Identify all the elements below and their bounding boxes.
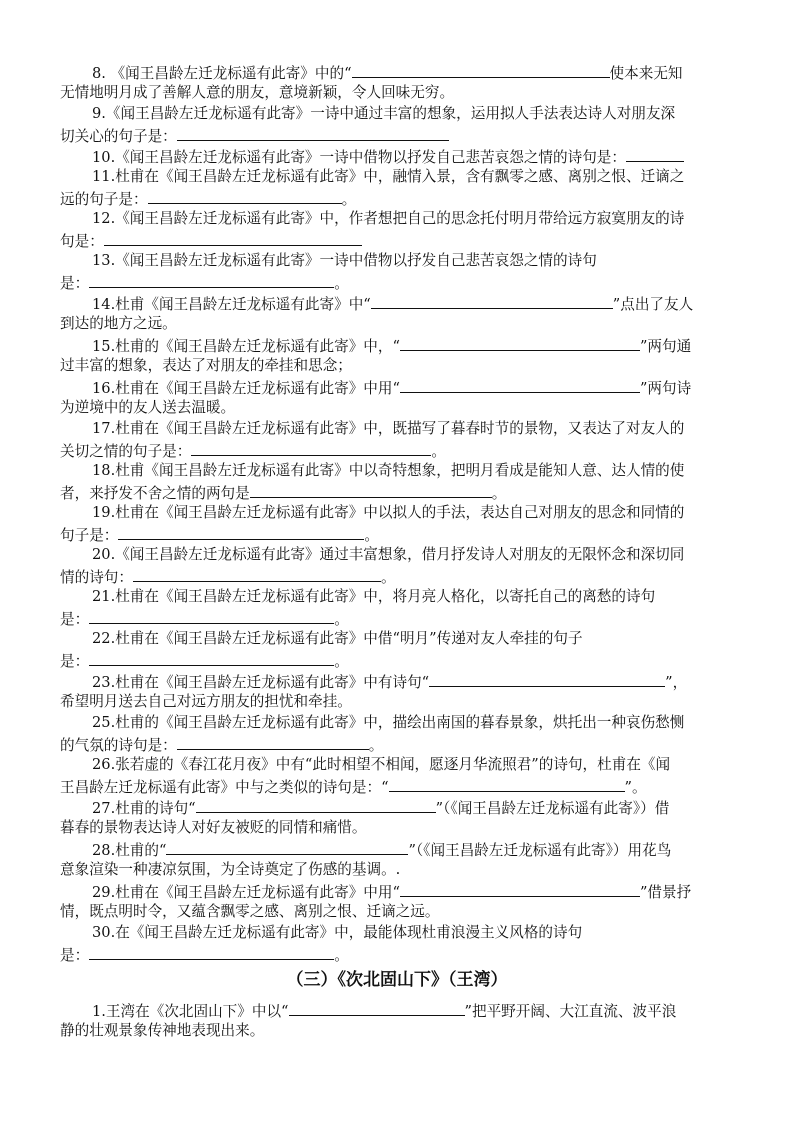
question-8-line2 bbox=[60, 83, 454, 103]
question-11-line2 bbox=[60, 188, 356, 210]
q25-text-a: 25.杜甫的《闻王昌龄左迁龙标遥有此寄》中，描绘出南国的暮春景象，烘托出一种哀伤愁恻 bbox=[92, 714, 685, 731]
q20-blank[interactable] bbox=[133, 566, 381, 582]
q12-text-b: 句是： bbox=[60, 233, 104, 250]
q10-blank[interactable] bbox=[626, 146, 684, 162]
question-28-line2 bbox=[60, 860, 400, 880]
q8-text-b: 使本来无知 bbox=[609, 65, 683, 82]
q30-text-a: 30.在《闻王昌龄左迁龙标遥有此寄》中，最能体现杜甫浪漫主义风格的诗句 bbox=[92, 924, 583, 941]
question-21-line2 bbox=[60, 608, 349, 630]
question-20-line1 bbox=[92, 545, 684, 565]
q10-text-a: 10.《闻王昌龄左迁龙标遥有此寄》一诗中借物以抒发自己悲苦哀怨之情的诗句是： bbox=[92, 149, 626, 166]
q26-text-b: 王昌龄左迁龙标遥有此寄》中与之类似的诗句是：“ bbox=[60, 779, 389, 796]
q14-blank[interactable] bbox=[371, 293, 613, 309]
question-15-line2 bbox=[60, 356, 352, 376]
question-12-line1 bbox=[92, 209, 684, 229]
q17-blank[interactable] bbox=[191, 440, 431, 456]
question-22-line2 bbox=[60, 650, 349, 672]
q18-text-c: 。 bbox=[491, 485, 507, 502]
q21-text-c: 。 bbox=[334, 611, 349, 628]
sq1-blank[interactable] bbox=[289, 1000, 465, 1016]
question-25-line2 bbox=[60, 734, 383, 756]
q12-text-a: 12.《闻王昌龄左迁龙标遥有此寄》中，作者想把自己的思念托付明月带给远方寂寞朋友的诗 bbox=[92, 210, 685, 227]
question-17-line2 bbox=[60, 440, 446, 462]
question-13-line2 bbox=[60, 272, 349, 294]
question-11-line1 bbox=[92, 167, 684, 187]
question-17-line1 bbox=[92, 419, 684, 439]
question-26-line1 bbox=[92, 755, 670, 775]
sq1-text-b: ”把平野开阔、大江直流、波平浪 bbox=[464, 1003, 677, 1020]
q20-text-c: 。 bbox=[380, 569, 396, 586]
q11-text-b: 远的句子是： bbox=[60, 191, 148, 208]
question-19-line2 bbox=[60, 524, 379, 546]
q26-blank[interactable] bbox=[389, 776, 625, 792]
q28-text-a: 28.杜甫的“ bbox=[92, 842, 167, 859]
q27-blank[interactable] bbox=[196, 797, 436, 813]
q29-text-c: 情，既点明时令，又蕴含飘零之感、离别之恨、迁谪之远。 bbox=[60, 903, 440, 920]
q29-text-b: ”借景抒 bbox=[639, 884, 692, 901]
q13-text-a: 13.《闻王昌龄左迁龙标遥有此寄》一诗中借物以抒发自己悲苦哀怨之情的诗句 bbox=[92, 252, 597, 269]
question-23-line2 bbox=[60, 692, 352, 712]
q13-text-b: 是： bbox=[60, 275, 90, 292]
question-19-line1 bbox=[92, 503, 684, 523]
question-8-line1 bbox=[92, 62, 683, 84]
q16-text-a: 16.杜甫在《闻王昌龄左迁龙标遥有此寄》中用“ bbox=[92, 380, 400, 397]
q22-text-b: 是： bbox=[60, 653, 90, 670]
q27-text-b: ”（《闻王昌龄左迁龙标遥有此寄》）借 bbox=[435, 800, 670, 817]
q27-text-c: 暮春的景物表达诗人对好友被贬的同情和痛惜。 bbox=[60, 819, 367, 836]
question-9-line2 bbox=[60, 125, 449, 147]
q12-blank[interactable] bbox=[104, 230, 362, 246]
q23-text-c: 希望明月送去自己对远方朋友的担忧和牵挂。 bbox=[60, 693, 352, 710]
q14-text-c: 到达的地方之远。 bbox=[60, 315, 177, 332]
sq1-text-a: 1.王湾在《次北固山下》中以“ bbox=[92, 1003, 289, 1020]
q19-blank[interactable] bbox=[118, 524, 364, 540]
question-10-line1 bbox=[92, 146, 684, 168]
q27-text-a: 27.杜甫的诗句“ bbox=[92, 800, 196, 817]
q20-text-b: 情的诗句： bbox=[60, 569, 133, 586]
q8-text-c: 无情地明月成了善解人意的朋友，意境新颖，令人回味无穷。 bbox=[60, 84, 455, 101]
question-27-line2 bbox=[60, 818, 366, 838]
q8-blank[interactable] bbox=[352, 62, 610, 78]
q28-text-c: 意象渲染一种凄凉氛围，为全诗奠定了伤感的基调。. bbox=[60, 861, 401, 878]
question-14-line1 bbox=[92, 293, 693, 315]
q9-text-a: 9.《闻王昌龄左迁龙标遥有此寄》一诗中通过丰富的想象，运用拟人手法表达诗人对朋友深 bbox=[92, 105, 676, 122]
q17-text-b: 关切之情的句子是： bbox=[60, 443, 192, 460]
q25-blank[interactable] bbox=[177, 734, 369, 750]
q30-blank[interactable] bbox=[89, 944, 334, 960]
q26-text-a: 26.张若虚的《春江花月夜》中有“此时相望不相闻，愿逐月华流照君”的诗句，杜甫在《闻 bbox=[92, 756, 671, 773]
q9-blank[interactable] bbox=[177, 125, 449, 141]
section-q1-line2 bbox=[60, 1021, 264, 1041]
q11-text-c: 。 bbox=[341, 191, 357, 208]
q18-text-b: 者，来抒发不舍之情的两句是 bbox=[60, 485, 250, 502]
q16-blank[interactable] bbox=[400, 377, 640, 393]
question-30-line2 bbox=[60, 944, 349, 966]
q19-text-c: 。 bbox=[364, 527, 379, 544]
question-22-line1 bbox=[92, 629, 583, 649]
question-26-line2 bbox=[60, 776, 647, 798]
question-21-line1 bbox=[92, 587, 655, 607]
q21-text-b: 是： bbox=[60, 611, 90, 628]
question-30-line1 bbox=[92, 923, 582, 943]
question-18-line2 bbox=[60, 482, 506, 504]
question-16-line2 bbox=[60, 398, 235, 418]
q25-text-c: 。 bbox=[368, 737, 384, 754]
q17-text-a: 17.杜甫在《闻王昌龄左迁龙标遥有此寄》中，既描写了暮春时节的景物，又表达了对友人的 bbox=[92, 420, 685, 437]
q23-blank[interactable] bbox=[429, 671, 665, 687]
question-15-line1 bbox=[92, 335, 691, 357]
q15-text-a: 15.杜甫的《闻王昌龄左迁龙标遥有此寄》中，“ bbox=[92, 338, 400, 355]
q15-text-b: ”两句通 bbox=[639, 338, 692, 355]
question-23-line1 bbox=[92, 671, 687, 693]
q22-text-c: 。 bbox=[334, 653, 349, 670]
question-14-line2 bbox=[60, 314, 177, 334]
q29-blank[interactable] bbox=[400, 881, 640, 897]
question-13-line1 bbox=[92, 251, 597, 271]
question-16-line1 bbox=[92, 377, 691, 399]
q18-blank[interactable] bbox=[250, 482, 492, 498]
section-q1-line1 bbox=[92, 1000, 676, 1022]
q13-blank[interactable] bbox=[89, 272, 334, 288]
question-9-line1 bbox=[92, 104, 675, 124]
q17-text-c: 。 bbox=[431, 443, 446, 460]
q11-text-a: 11.杜甫在《闻王昌龄左迁龙标遥有此寄》中，融情入景，含有飘零之感、离别之恨、迁谪之 bbox=[92, 168, 685, 185]
q18-text-a: 18.杜甫《闻王昌龄左迁龙标遥有此寄》中以奇特想象，把明月看成是能知人意、达人情的使 bbox=[92, 462, 685, 479]
question-28-line1 bbox=[92, 839, 671, 861]
section-heading: （三）《次北固山下》（王湾） bbox=[286, 970, 508, 990]
question-29-line2 bbox=[60, 902, 439, 922]
q15-text-c: 过丰富的想象，表达了对朋友的牵挂和思念； bbox=[60, 357, 352, 374]
q9-text-b: 切关心的句子是： bbox=[60, 128, 177, 145]
q30-text-b: 是： bbox=[60, 947, 90, 964]
question-12-line2 bbox=[60, 230, 362, 252]
q21-blank[interactable] bbox=[89, 608, 334, 624]
q28-blank[interactable] bbox=[166, 839, 408, 855]
question-20-line2 bbox=[60, 566, 396, 588]
q19-text-b: 句子是： bbox=[60, 527, 119, 544]
q15-blank[interactable] bbox=[400, 335, 640, 351]
question-29-line1 bbox=[92, 881, 691, 903]
q23-text-a: 23.杜甫在《闻王昌龄左迁龙标遥有此寄》中有诗句“ bbox=[92, 674, 430, 691]
q28-text-b: ”（《闻王昌龄左迁龙标遥有此寄》）用花鸟 bbox=[408, 842, 672, 859]
q14-text-b: ”点出了友人 bbox=[612, 296, 694, 313]
q23-text-b: ”， bbox=[665, 674, 688, 691]
q16-text-c: 为逆境中的友人送去温暖。 bbox=[60, 399, 236, 416]
sq1-text-c: 静的壮观景象传神地表现出来。 bbox=[60, 1022, 265, 1039]
q26-text-c: ”。 bbox=[624, 779, 647, 796]
q30-text-c: 。 bbox=[334, 947, 349, 964]
question-27-line1 bbox=[92, 797, 669, 819]
question-18-line1 bbox=[92, 461, 684, 481]
q20-text-a: 20.《闻王昌龄左迁龙标遥有此寄》通过丰富想象，借月抒发诗人对朋友的无限怀念和深切同 bbox=[92, 546, 685, 563]
q11-blank[interactable] bbox=[148, 188, 342, 204]
question-25-line1 bbox=[92, 713, 684, 733]
q19-text-a: 19.杜甫在《闻王昌龄左迁龙标遥有此寄》中以拟人的手法，表达自己对朋友的思念和同情的 bbox=[92, 504, 685, 521]
q8-text-a: 8. 《闻王昌龄左迁龙标遥有此寄》中的“ bbox=[92, 65, 352, 82]
q21-text-a: 21.杜甫在《闻王昌龄左迁龙标遥有此寄》中，将月亮人格化，以寄托自己的离愁的诗句 bbox=[92, 588, 656, 605]
q29-text-a: 29.杜甫在《闻王昌龄左迁龙标遥有此寄》中用“ bbox=[92, 884, 400, 901]
q16-text-b: ”两句诗 bbox=[639, 380, 692, 397]
q25-text-b: 的气氛的诗句是： bbox=[60, 737, 177, 754]
q14-text-a: 14.杜甫《闻王昌龄左迁龙标遥有此寄》中“ bbox=[92, 296, 371, 313]
q22-blank[interactable] bbox=[89, 650, 334, 666]
q22-text-a: 22.杜甫在《闻王昌龄左迁龙标遥有此寄》中借“明月”传递对友人牵挂的句子 bbox=[92, 630, 583, 647]
q13-text-c: 。 bbox=[334, 275, 349, 292]
